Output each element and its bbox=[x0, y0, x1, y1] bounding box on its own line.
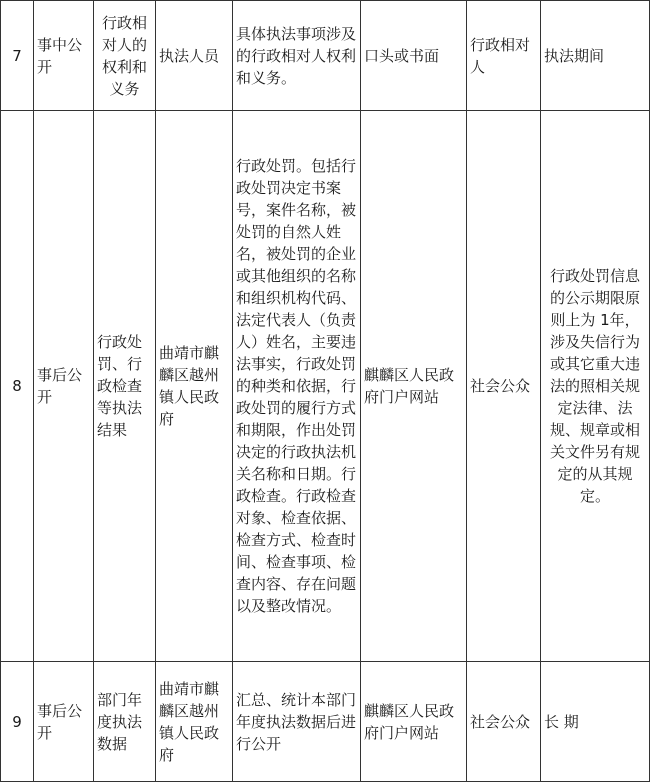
basis-cell: 曲靖市麒麟区越州镇人民政府 bbox=[156, 111, 233, 662]
stage-cell: 事后公开 bbox=[34, 111, 94, 662]
period-cell: 行政处罚信息的公示期限原则上为 1年，涉及失信行为或其它重大违法的照相关规定法律、法规、规章或相关文件另有规定的从其规定。 bbox=[541, 111, 650, 662]
basis-cell: 执法人员 bbox=[156, 1, 233, 111]
period-cell: 执法期间 bbox=[541, 1, 650, 111]
audience-cell: 社会公众 bbox=[467, 111, 541, 662]
table-row bbox=[1, 662, 650, 782]
item-cell: 部门年度执法数据 bbox=[94, 662, 156, 782]
stage-cell: 事后公开 bbox=[34, 662, 94, 782]
basis-cell: 曲靖市麒麟区越州镇人民政府 bbox=[156, 662, 233, 782]
table-row bbox=[1, 1, 650, 111]
row-number-cell: 7 bbox=[1, 1, 34, 111]
stage-cell: 事中公开 bbox=[34, 1, 94, 111]
audience-cell: 社会公众 bbox=[467, 662, 541, 782]
period-cell: 长 期 bbox=[541, 662, 650, 782]
content-cell: 汇总、统计本部门年度执法数据后进行公开 bbox=[233, 662, 361, 782]
content-cell: 具体执法事项涉及的行政相对人权利和义务。 bbox=[233, 1, 361, 111]
method-cell: 口头或书面 bbox=[361, 1, 467, 111]
audience-cell: 行政相对人 bbox=[467, 1, 541, 111]
content-cell: 行政处罚。包括行政处罚决定书案号，案件名称，被处罚的自然人姓名，被处罚的企业或其他组织的名称和组织机构代码、法定代表人（负责人）姓名，主要违法事实，行政处罚的种类和依据，行政处罚的履行方式和期限，作出处罚决定的行政执法机关名称和日期。行政检查。行政检查对象、检查依据、检查方式、检查时间、检查事项、检查内容、存在问题以及整改情况。 bbox=[233, 111, 361, 662]
method-cell: 麒麟区人民政府门户网站 bbox=[361, 111, 467, 662]
table-row bbox=[1, 111, 650, 662]
row-number-cell: 8 bbox=[1, 111, 34, 662]
method-cell: 麒麟区人民政府门户网站 bbox=[361, 662, 467, 782]
item-cell: 行政处罚、行政检查等执法结果 bbox=[94, 111, 156, 662]
row-number-cell: 9 bbox=[1, 662, 34, 782]
item-cell: 行政相对人的权利和义务 bbox=[94, 1, 156, 111]
